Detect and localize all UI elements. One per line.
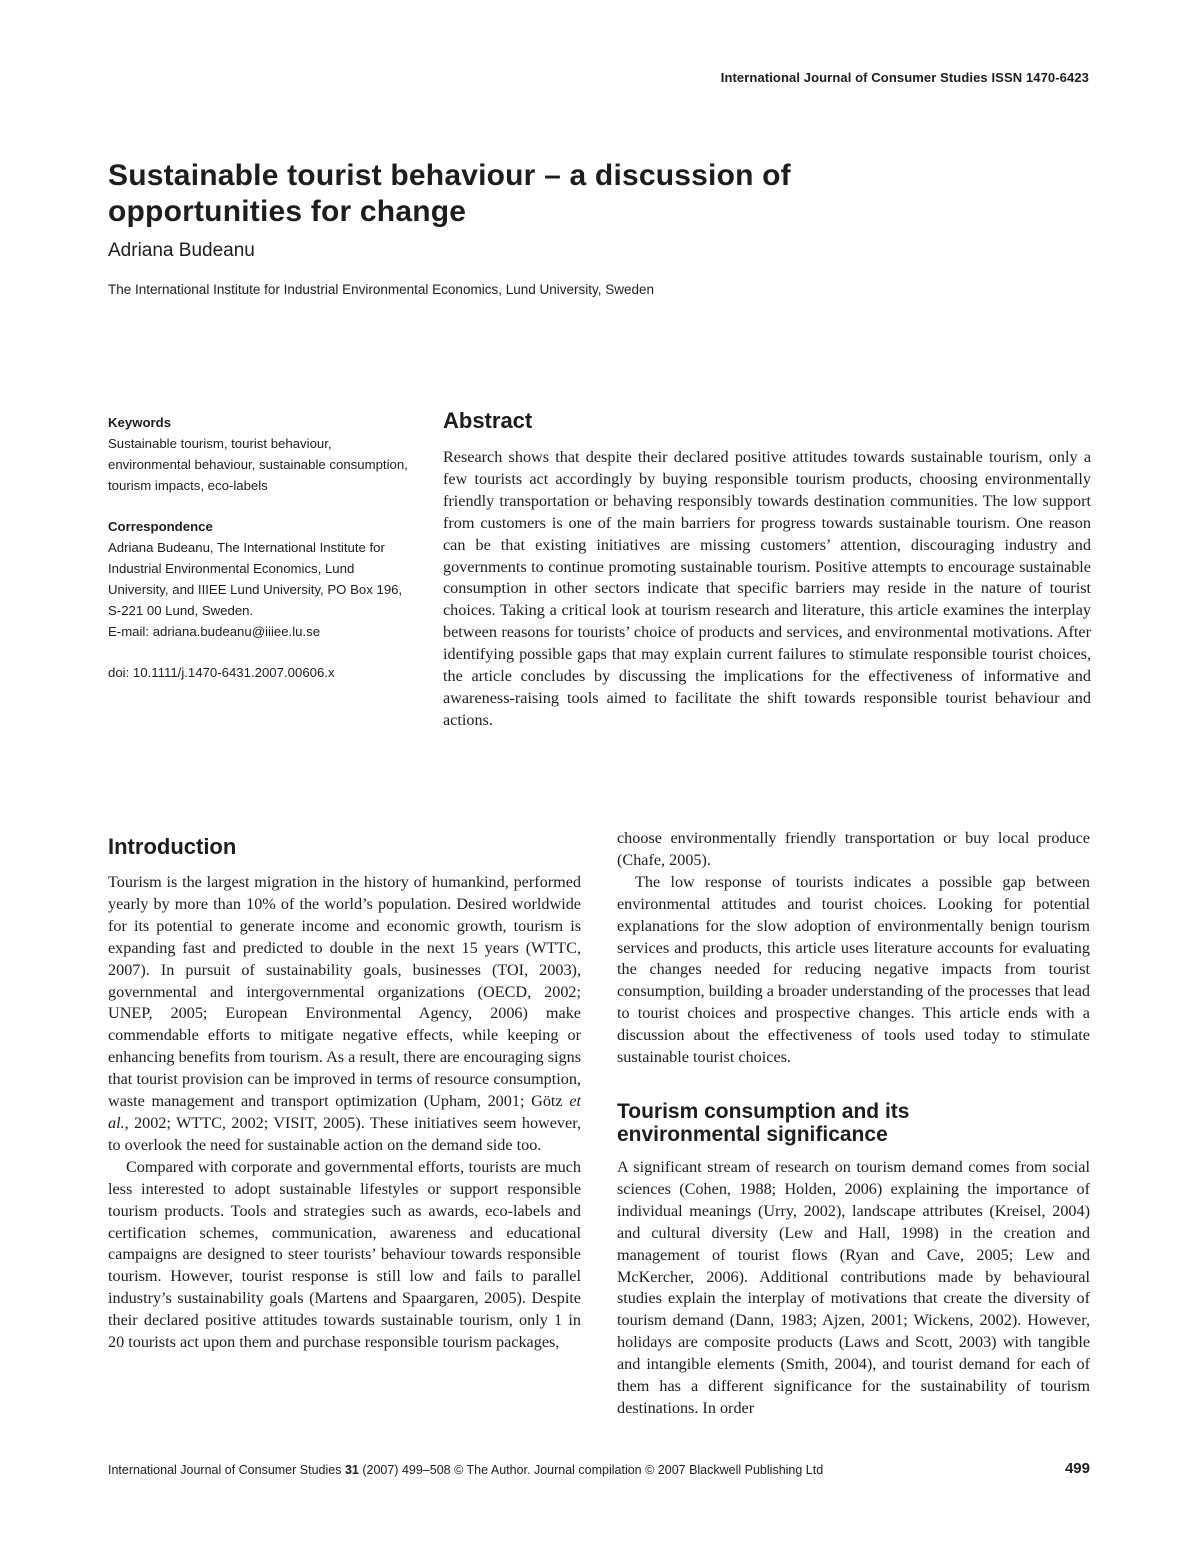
article-sidebar [108, 412, 418, 683]
author-affiliation: The International Institute for Industrial Environmental Economics, Lund University, Sweden [108, 282, 655, 297]
article-title [108, 158, 928, 230]
volume-number: 31 [344, 1463, 359, 1477]
page-footer: International Journal of Consumer Studies 31 (2007) 499–508 © The Author. Journal compilation © 2007 Blackwell Publishing Ltd [108, 1463, 824, 1477]
correspondence-email: E-mail: adriana.budeanu@iiiee.lu.se [108, 624, 321, 639]
introduction-heading: Introduction [108, 834, 237, 859]
doi: doi: 10.1111/j.1470-6431.2007.00606.x [108, 665, 335, 680]
intro-paragraph-2-continued: choose environmentally friendly transportation or buy local produce (Chafe, 2005). [617, 829, 1090, 869]
keywords-heading: Keywords [108, 415, 172, 430]
intro-paragraph-2: Compared with corporate and governmental efforts, tourists are much less interested to adopt sustainable lifestyles or support responsible tourism products. Tools and strategies such as awards, eco-labels and certification schemes, communication, awareness and educational campaigns are designed to steer tourists’ behaviour towards responsible tourism. However, tourist response is still low and fails to parallel industry’s sustainability goals (Martens and Spaargaren, 2005). Despite their declared positive attitudes towards sustainable tourism, only 1 in 20 tourists act upon them and purchase responsible tourism packages, [108, 1157, 581, 1352]
right-column-bottom [617, 1157, 1090, 1420]
section-heading-tourism-consumption: Tourism consumption and its environmental significance [617, 1100, 910, 1146]
journal-header: International Journal of Consumer Studies ISSN 1470-6423 [720, 70, 1089, 85]
title-line-2: opportunities for change [108, 195, 467, 228]
title-line-1: Sustainable tourist behaviour – a discussion of [108, 159, 791, 192]
correspondence-heading: Correspondence [108, 519, 213, 534]
abstract-text: Research shows that despite their declared positive attitudes towards sustainable tourism, only a few tourists act accordingly by buying responsible tourism products, choosing environmentally friendly transportation or behaving responsibly towards destination communities. The low support from customers is one of the main barriers for progress towards sustainable tourism. One reason can be that existing initiatives are missing customers’ attention, discouraging industry and governments to continue promoting sustainable tourism. Positive attempts to encourage sustainable consumption in other sectors indicate that specific barriers may reside in the nature of tourist choices. Taking a critical look at tourism research and literature, this article examines the interplay between reasons for tourists’ choice of products and services, and environmental motivations. After identifying possible gaps that may explain current failures to stimulate responsible tourist choices, the article concludes by discussing the implications for the effectiveness of informative and awareness-raising tools aimed to facilitate the shift towards responsible tourist behaviour and actions. [443, 448, 1091, 729]
keywords-list: Sustainable tourism, tourist behaviour, environmental behaviour, sustainable consumption, tourism impacts, eco-labels [108, 436, 408, 493]
left-column [108, 872, 581, 1354]
intro-paragraph-1: Tourism is the largest migration in the history of humankind, performed yearly by more than 10% of the world’s population. Desired worldwide for its potential to generate income and economic growth, tourism is expanding fast and predicted to double in the next 15 years (WTTC, 2007). In pursuit of sustainability goals, businesses (TOI, 2003), governmental and intergovernmental organizations (OECD, 2002; UNEP, 2005; European Environmental Agency, 2006) make commendable efforts to mitigate negative effects, while keeping or enhancing benefits from tourism. As a result, there are encouraging signs that tourist provision can be improved in terms of resource consumption, waste management and transport optimization (Upham, 2001; Götz et al., 2002; WTTC, 2002; VISIT, 2005). These initiatives seem however, to overlook the need for sustainable action on the demand side too. [108, 873, 581, 1154]
abstract-heading: Abstract [443, 408, 533, 433]
page-number: 499 [1064, 1460, 1090, 1477]
author-name: Adriana Budeanu [108, 240, 255, 261]
intro-paragraph-3: The low response of tourists indicates a possible gap between environmental attitudes and tourist choices. Looking for potential explanations for the slow adoption of environmentally benign tourism services and products, this article uses literature accounts for evaluating the changes needed for reducing negative impacts from tourist consumption, building a broader understanding of the processes that lead to tourist choices and prospective changes. This article ends with a discussion about the effectiveness of tools used today to stimulate sustainable tourist choices. [617, 872, 1090, 1067]
section2-paragraph-1: A significant stream of research on tourism demand comes from social sciences (Cohen, 1988; Holden, 2006) explaining the importance of individual meanings (Urry, 2002), landscape attributes (Kreisel, 2004) and cultural diversity (Lew and Hall, 1998) in the creation and management of tourist flows (Ryan and Cave, 2005; Lew and McKercher, 2006). Additional contributions made by behavioural studies explain the interplay of motivations that create the diversity of tourism demand (Dann, 1983; Ajzen, 2001; Wickens, 2002). However, holidays are composite products (Laws and Scott, 2003) with tangible and intangible elements (Smith, 2004), and tourist demand for each of them has a different significance for the sustainability of tourism destinations. In order [617, 1158, 1090, 1417]
correspondence-address: Adriana Budeanu, The International Institute for Industrial Environmental Economics, Lund University, and IIIEE Lund University, PO Box 196, S-221 00 Lund, Sweden. [108, 540, 403, 618]
right-column-top [617, 828, 1090, 1069]
